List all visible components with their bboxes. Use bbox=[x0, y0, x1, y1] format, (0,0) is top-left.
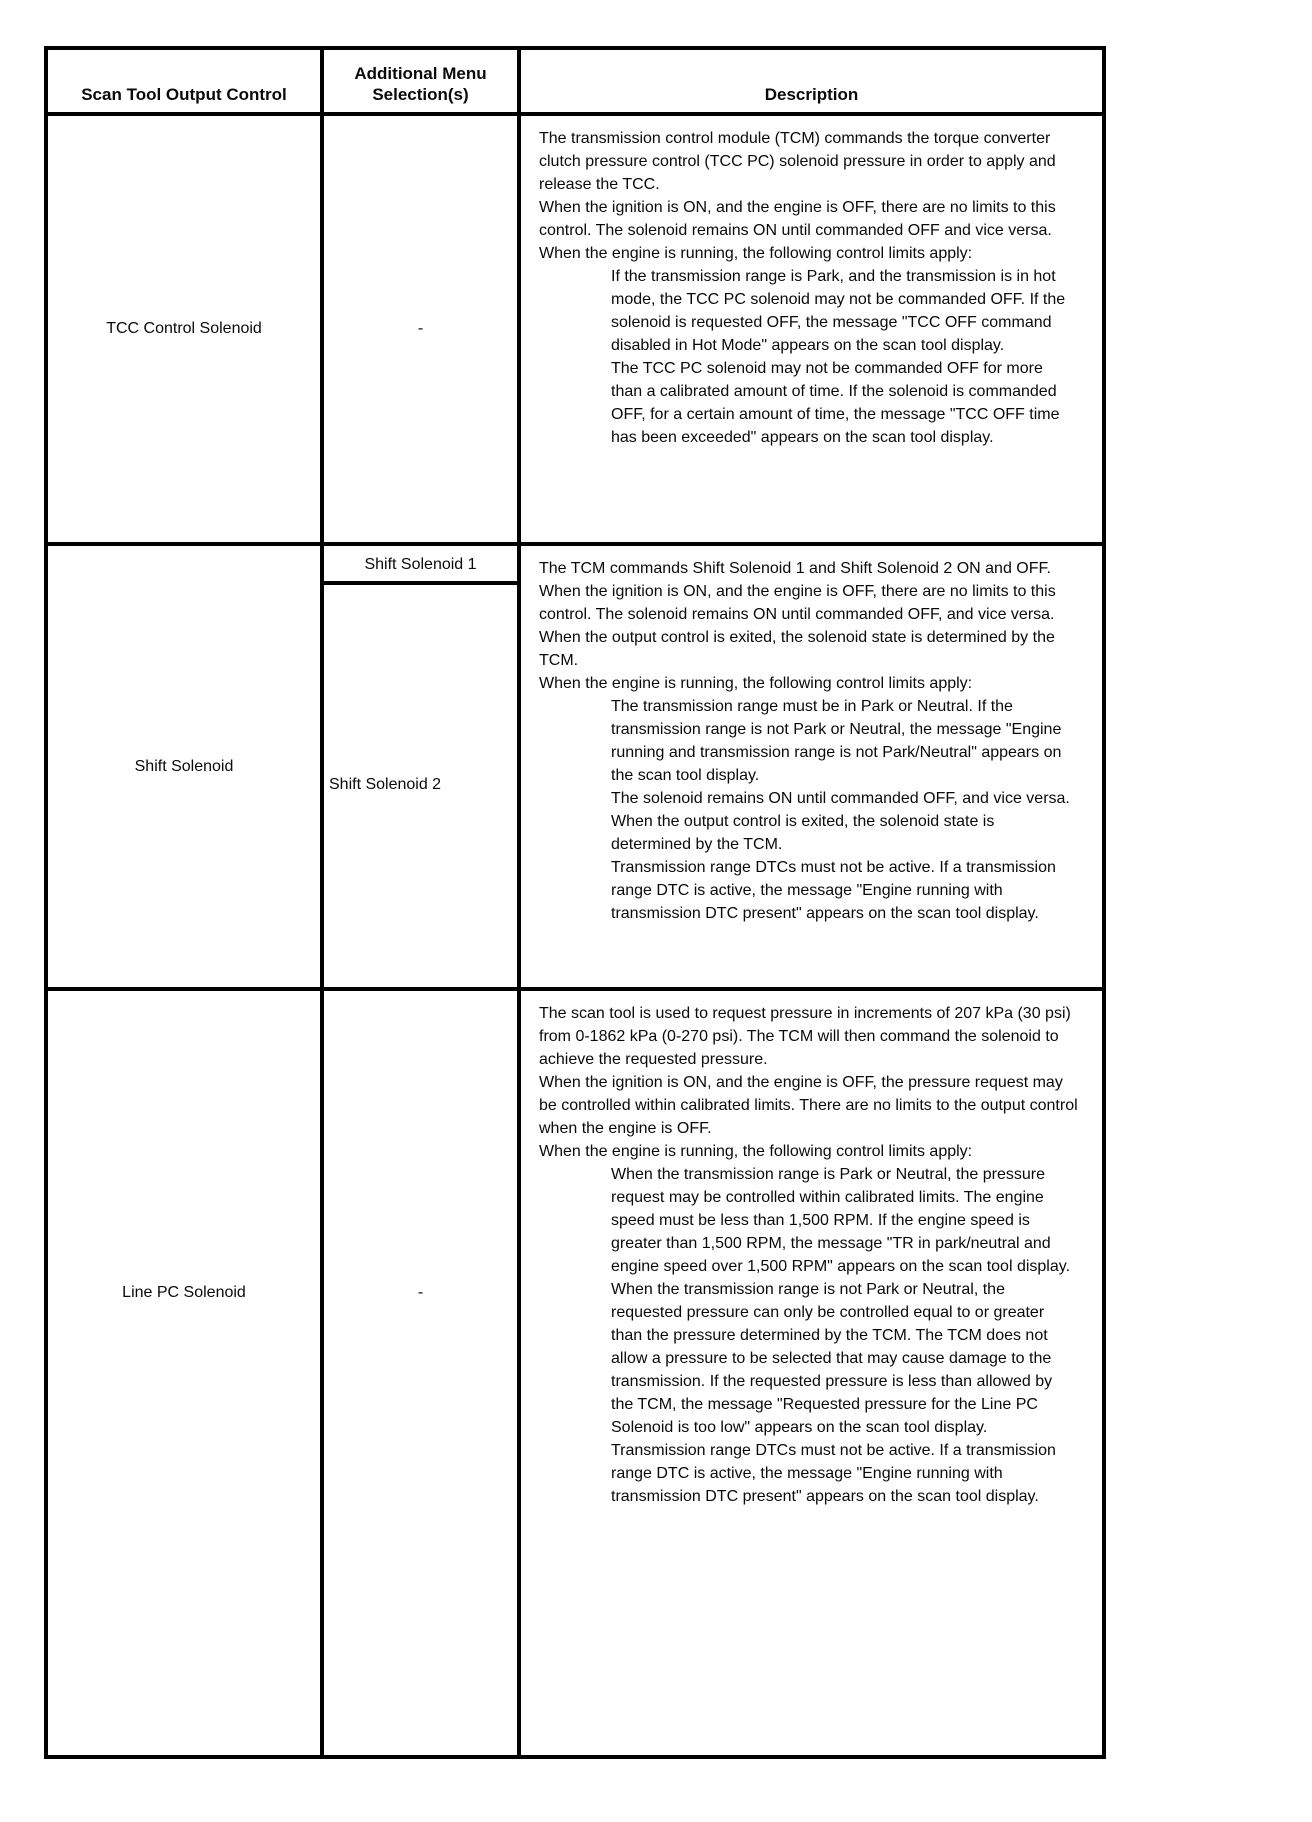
description-paragraph: When the transmission range is Park or Neutral, the pressure request may be controlled within calibrated limits. The engine speed must be less than 1,500 RPM. If the engine speed is greater than 1,500 RPM, the message "TR in park/neutral and engine speed over 1,500 RPM" appears on the scan tool display. bbox=[611, 1166, 1071, 1275]
menu-cell bbox=[322, 114, 519, 544]
description-paragraph: If the transmission range is Park, and the transmission is in hot mode, the TCC PC solenoid may not be commanded OFF. If the solenoid is requested OFF, the message "TCC OFF command disabled in Hot Mode" appears on the scan tool display. bbox=[611, 268, 1066, 354]
description-paragraph: When the ignition is ON, and the engine is OFF, there are no limits to this control. The solenoid remains ON until commanded OFF and vice versa. bbox=[539, 199, 1056, 239]
description-paragraph: The solenoid remains ON until commanded OFF, and vice versa. When the output control is exited, the solenoid state is determined by the TCM. bbox=[611, 790, 1070, 853]
table-body bbox=[46, 114, 1104, 1757]
column-header-scan-tool-output-control: Scan Tool Output Control bbox=[46, 48, 322, 114]
menu-cell bbox=[322, 989, 519, 1757]
control-label-line-pc-solenoid: Line PC Solenoid bbox=[46, 989, 322, 1757]
menu-selection-dash: - bbox=[417, 1284, 424, 1301]
description-paragraph: The TCC PC solenoid may not be commanded OFF for more than a calibrated amount of time. If the solenoid is commanded OFF, for a certain amount of time, the message "TCC OFF time has been exceeded" appears on the scan tool display. bbox=[611, 360, 1060, 446]
menu-selection-shift-solenoid-2: Shift Solenoid 2 bbox=[329, 776, 442, 793]
control-label-tcc-control-solenoid: TCC Control Solenoid bbox=[46, 114, 322, 544]
menu-split-cell bbox=[324, 548, 517, 985]
description-paragraph: When the engine is running, the following control limits apply: bbox=[539, 675, 973, 692]
description-paragraph: Transmission range DTCs must not be active. If a transmission range DTC is active, the message "Engine running with transmission DTC present" appears on the scan tool display. bbox=[611, 1442, 1056, 1505]
column-header-description: Description bbox=[519, 48, 1104, 114]
column-header-additional-menu-selections bbox=[322, 48, 519, 114]
description-paragraph: The TCM commands Shift Solenoid 1 and Shift Solenoid 2 ON and OFF. bbox=[539, 560, 1051, 577]
description-paragraph: When the engine is running, the following control limits apply: bbox=[539, 1143, 973, 1160]
menu-selection-dash: - bbox=[417, 320, 424, 337]
description-paragraph: When the ignition is ON, and the engine is OFF, the pressure request may be controlled within calibrated limits. There are no limits to the output control when the engine is OFF. bbox=[539, 1074, 1078, 1137]
column-header-additional-menu-line1: Additional Menu bbox=[354, 64, 487, 83]
description-paragraph: The transmission control module (TCM) commands the torque converter clutch pressure control (TCC PC) solenoid pressure in order to apply and release the TCC. bbox=[539, 130, 1056, 193]
table-row bbox=[46, 989, 1104, 1757]
description-paragraph: The transmission range must be in Park or Neutral. If the transmission range is not Park or Neutral, the message "Engine running and transmission range is not Park/Neutral" appears on the scan tool display. bbox=[611, 698, 1062, 784]
description-paragraph: When the engine is running, the following control limits apply: bbox=[539, 245, 973, 262]
table-row bbox=[46, 544, 1104, 989]
table-header-row bbox=[46, 48, 1104, 114]
control-label-shift-solenoid: Shift Solenoid bbox=[46, 544, 322, 989]
description-cell bbox=[519, 989, 1104, 1757]
table-row bbox=[46, 114, 1104, 544]
description-paragraph: Transmission range DTCs must not be active. If a transmission range DTC is active, the message "Engine running with transmission DTC present" appears on the scan tool display. bbox=[611, 859, 1056, 922]
description-cell bbox=[519, 114, 1104, 544]
description-paragraph: The scan tool is used to request pressure in increments of 207 kPa (30 psi) from 0-1862 kPa (0-270 psi). The TCM will then command the solenoid to achieve the requested pressure. bbox=[539, 1005, 1071, 1068]
menu-selection-shift-solenoid-1: Shift Solenoid 1 bbox=[324, 548, 517, 585]
scan-tool-output-control-table bbox=[44, 46, 1106, 1759]
column-header-additional-menu-line2: Selection(s) bbox=[372, 85, 469, 104]
menu-cell bbox=[322, 544, 519, 989]
description-paragraph: When the ignition is ON, and the engine is OFF, there are no limits to this control. The solenoid remains ON until commanded OFF, and vice versa. When the output control is exited, the solenoid state is determined by the TCM. bbox=[539, 583, 1056, 669]
description-paragraph: When the transmission range is not Park or Neutral, the requested pressure can only be controlled equal to or greater than the pressure determined by the TCM. The TCM does not allow a pressure to be selected that may cause damage to the transmission. If the requested pressure is less than allowed by the TCM, the message "Requested pressure for the Line PC Solenoid is too low" appears on the scan tool display. bbox=[611, 1281, 1053, 1436]
description-cell bbox=[519, 544, 1104, 989]
